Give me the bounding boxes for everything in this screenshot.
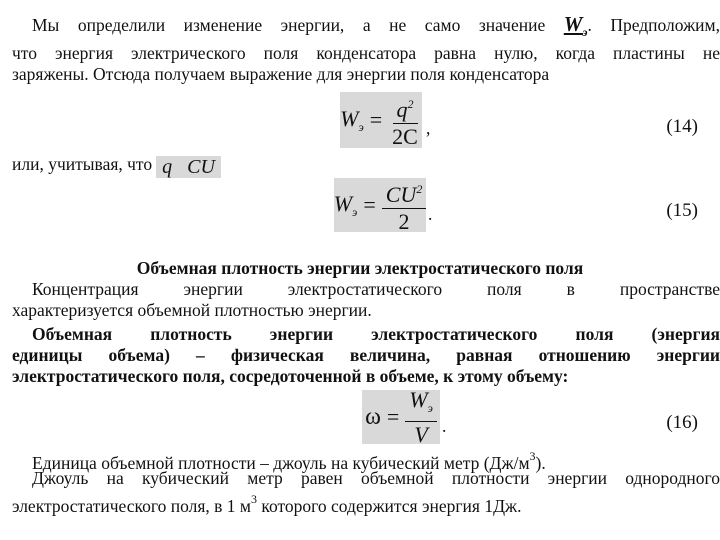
eq16-lhs: ω xyxy=(365,403,381,430)
eq15-denominator: 2 xyxy=(398,208,410,234)
considering-line xyxy=(12,154,700,178)
eq15-numerator: $CU^2$ xyxy=(382,176,427,209)
equation-16-number: (16) xyxy=(666,412,698,433)
para3-line-1: Единица объемной плотности – джоуль на кубический метр $(Дж/м^3)$. xyxy=(32,449,546,473)
intro-line-1: Мы определили изменение энергии, а не само значение $W_э$. Предположим, xyxy=(32,12,720,39)
equation-14-number: (14) xyxy=(666,116,698,137)
para1-line-2: характеризуется объемной плотностью энергии. xyxy=(12,300,372,320)
para1-line-1: Концентрация энергии электростатического поля в пространстве xyxy=(32,279,720,299)
eq15-lhs: $W_э$ xyxy=(333,190,358,219)
paragraph-unit-definition xyxy=(12,468,720,517)
eq14-trailing: , xyxy=(426,118,431,138)
equation-15-formula xyxy=(334,178,426,232)
para2-line-2: единицы объема) – физическая величина, равная отношению энергии xyxy=(12,345,720,365)
considering-text: или, учитывая, что xyxy=(12,154,153,174)
equation-15-number: (15) xyxy=(666,200,698,221)
eq14-denominator: 2C xyxy=(392,123,418,149)
equation-14-formula xyxy=(340,92,422,148)
para2-line-3: электростатического поля, сосредоточенной в объеме, к этому объему: xyxy=(12,366,569,386)
paragraph-volume-density-intro xyxy=(12,279,720,321)
eq15-trailing: . xyxy=(428,204,433,224)
para4-line-2: электростатического поля, в 1 $м^3$ которого содержится энергия 1Дж. xyxy=(12,492,522,516)
eq16-trailing: . xyxy=(442,416,447,436)
section-heading: Объемная плотность энергии электростатического поля xyxy=(136,258,584,278)
eq16-equals: = xyxy=(386,404,400,429)
eq16-fraction xyxy=(405,387,437,448)
eq15-fraction xyxy=(382,176,427,235)
eq16-numerator: $W_э$ xyxy=(405,387,437,422)
intro-line-3: заряжены. Отсюда получаем выражение для энергии поля конденсатора xyxy=(12,64,550,84)
eq14-fraction xyxy=(388,91,422,150)
considering-formula: q CU xyxy=(156,156,221,178)
eq14-numerator: $q^2$ xyxy=(393,91,418,124)
eq14-equals: = xyxy=(369,107,383,132)
energy-symbol: $W_э$ xyxy=(563,12,588,39)
eq14-lhs: $W_э$ xyxy=(340,105,364,134)
paragraph-definition xyxy=(12,324,720,387)
para2-line-1: Объемная плотность энергии электростатического поля (энергия xyxy=(32,324,720,344)
para4-line-1: Джоуль на кубический метр равен объемной плотности энергии однородного xyxy=(32,468,720,488)
intro-line-2: что энергия электрического поля конденсатора равна нулю, когда пластины не xyxy=(12,43,720,63)
equation-16-formula xyxy=(362,386,440,447)
eq15-equals: = xyxy=(363,192,376,217)
eq16-denominator: V xyxy=(414,421,428,447)
intro-paragraph xyxy=(12,14,720,85)
